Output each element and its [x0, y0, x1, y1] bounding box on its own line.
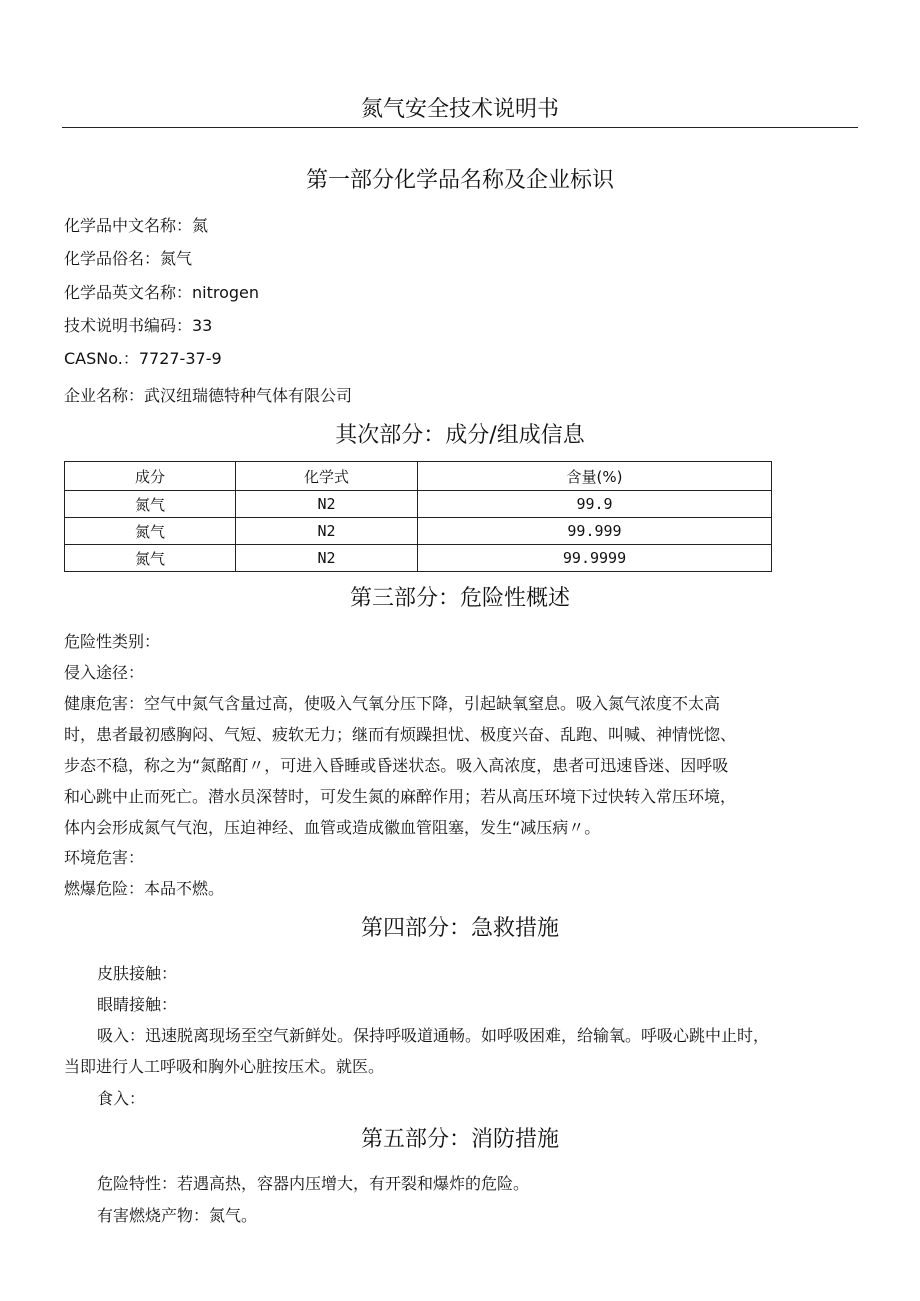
composition-table — [64, 461, 772, 572]
eye-contact-line: 眼睛接触： — [97, 995, 178, 1014]
cell-component: 氮气 — [65, 545, 236, 572]
header-formula: 化学式 — [236, 462, 418, 491]
ingestion-line: 食入： — [97, 1089, 146, 1108]
inhalation-line-1: 吸入：迅速脱离现场至空气新鲜处。保持呼吸道通畅。如呼吸困难，给输氧。呼吸心跳中止时， — [97, 1026, 770, 1045]
table-row — [65, 491, 772, 518]
part5-heading: 第五部分：消防措施 — [360, 1127, 559, 1152]
hazard-property-line: 危险特性：若遇高热，容器内压增大，有开裂和爆炸的危险。 — [97, 1174, 530, 1193]
part3-heading: 第三部分：危险性概述 — [349, 586, 570, 611]
cell-content: 99.999 — [418, 518, 772, 545]
header-component: 成分 — [65, 462, 236, 491]
sds-code-line: 技术说明书编码：33 — [64, 316, 213, 335]
cell-content: 99.9 — [418, 491, 772, 518]
table-row — [65, 518, 772, 545]
cell-formula: N2 — [236, 545, 418, 572]
document-title: 氮气安全技术说明书 — [360, 97, 559, 122]
health-hazard-line-2: 时，患者最初感胸闷、气短、疲软无力；继而有烦躁担忧、极度兴奋、乱跑、叫喊、神情恍惚、 — [64, 725, 737, 744]
cell-formula: N2 — [236, 518, 418, 545]
common-name-line: 化学品俗名：氮气 — [64, 249, 193, 268]
health-hazard-line-3: 步态不稳，称之为“氮酩酊〃，可进入昏睡或昏迷状态。吸入高浓度，患者可迅速昏迷、因呼吸 — [64, 756, 729, 775]
company-name-line: 企业名称：武汉纽瑞德特种气体有限公司 — [64, 386, 353, 405]
english-name-line: 化学品英文名称：nitrogen — [64, 283, 260, 302]
hazard-category-line: 危险性类别： — [64, 632, 161, 651]
header-content: 含量(%) — [418, 462, 772, 491]
exposure-route-line: 侵入途径： — [64, 663, 145, 682]
combustion-products-line: 有害燃烧产物：氮气。 — [97, 1206, 258, 1225]
environment-hazard-line: 环境危害： — [64, 848, 145, 867]
fire-explosion-line: 燃爆危险：本品不燃。 — [64, 879, 225, 898]
inhalation-line-2: 当即进行人工呼吸和胸外心脏按压术。就医。 — [64, 1057, 385, 1076]
table-header-row — [65, 462, 772, 491]
skin-contact-line: 皮肤接触： — [97, 964, 178, 983]
part2-heading: 其次部分：成分/组成信息 — [335, 423, 585, 448]
part1-heading: 第一部分化学品名称及企业标识 — [305, 168, 614, 193]
cell-content: 99.9999 — [418, 545, 772, 572]
health-hazard-line-5: 体内会形成氮气气泡，压迫神经、血管或造成徽血管阻塞，发生“减压病〃。 — [64, 818, 601, 837]
health-hazard-line-1: 健康危害：空气中氮气含量过高，使吸入气氧分压下降，引起缺氧窒息。吸入氮气浓度不太高 — [64, 694, 721, 713]
table-row — [65, 545, 772, 572]
part4-heading: 第四部分：急救措施 — [360, 916, 559, 941]
cell-formula: N2 — [236, 491, 418, 518]
cell-component: 氮气 — [65, 518, 236, 545]
cell-component: 氮气 — [65, 491, 236, 518]
chinese-name-line: 化学品中文名称：氮 — [64, 216, 209, 235]
title-rule — [62, 127, 858, 128]
cas-number-line: CASNo.：7727-37-9 — [64, 349, 222, 368]
health-hazard-line-4: 和心跳中止而死亡。潜水员深替时，可发生氮的麻醉作用；若从高压环境下过快转入常压环境， — [64, 787, 737, 806]
